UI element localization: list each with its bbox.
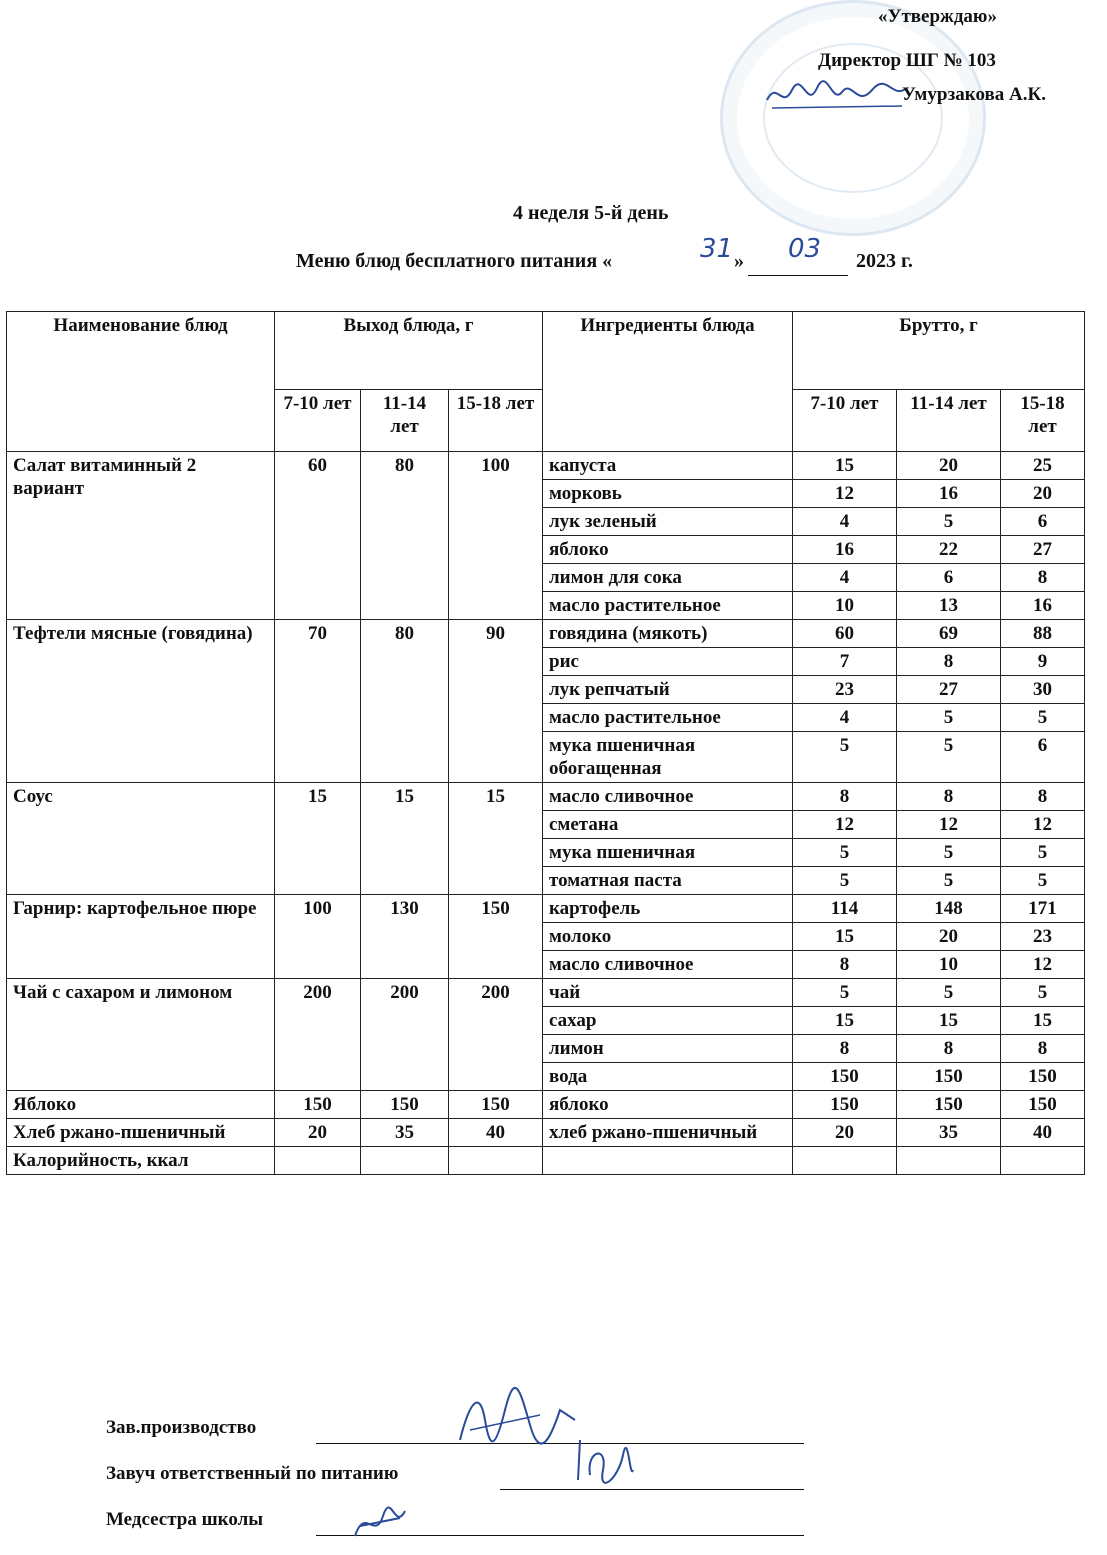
ingredient-gross: 5 — [793, 839, 897, 867]
ingredient-gross: 15 — [793, 452, 897, 480]
table-row — [7, 979, 1085, 1007]
ingredient-name: морковь — [543, 480, 793, 508]
dish-yield: 60 — [275, 452, 361, 620]
ingredient-gross: 10 — [793, 592, 897, 620]
ingredient-gross: 20 — [793, 1119, 897, 1147]
ingredient-gross: 15 — [897, 1007, 1001, 1035]
ingredient-gross: 10 — [897, 951, 1001, 979]
ingredient-name: капуста — [543, 452, 793, 480]
dish-yield: 80 — [361, 620, 449, 783]
header-gross-age-11-14: 11-14 лет — [897, 390, 1001, 452]
header-yield-age-15-18: 15-18 лет — [449, 390, 543, 452]
ingredient-name: молоко — [543, 923, 793, 951]
calories-cell — [897, 1147, 1001, 1175]
calories-cell — [275, 1147, 361, 1175]
ingredient-gross: 8 — [793, 783, 897, 811]
ingredient-gross: 5 — [897, 508, 1001, 536]
menu-month-handwritten: 03 — [788, 234, 822, 264]
dish-yield: 70 — [275, 620, 361, 783]
ingredient-gross: 150 — [1001, 1063, 1085, 1091]
ingredient-gross: 23 — [1001, 923, 1085, 951]
header-gross-age-15-18: 15-18 лет — [1001, 390, 1085, 452]
dish-name: Хлеб ржано-пшеничный — [7, 1119, 275, 1147]
ingredient-gross: 15 — [793, 1007, 897, 1035]
ingredient-name: сахар — [543, 1007, 793, 1035]
ingredient-gross: 69 — [897, 620, 1001, 648]
dish-yield: 150 — [449, 1091, 543, 1119]
dish-name: Гарнир: картофельное пюре — [7, 895, 275, 979]
ingredient-gross: 8 — [1001, 564, 1085, 592]
ingredient-gross: 13 — [897, 592, 1001, 620]
ingredient-gross: 4 — [793, 564, 897, 592]
header-dish-name: Наименование блюд — [7, 312, 275, 452]
header-yield-age-11-14: 11-14 лет — [361, 390, 449, 452]
calories-cell — [1001, 1147, 1085, 1175]
ingredient-name: масло растительное — [543, 704, 793, 732]
table-row — [7, 1091, 1085, 1119]
ingredient-gross: 40 — [1001, 1119, 1085, 1147]
ingredient-gross: 6 — [1001, 732, 1085, 783]
dish-yield: 80 — [361, 452, 449, 620]
ingredient-gross: 148 — [897, 895, 1001, 923]
ingredient-name: масло растительное — [543, 592, 793, 620]
ingredient-gross: 16 — [897, 480, 1001, 508]
calories-cell — [361, 1147, 449, 1175]
ingredient-gross: 4 — [793, 704, 897, 732]
ingredient-gross: 6 — [1001, 508, 1085, 536]
ingredient-gross: 12 — [1001, 811, 1085, 839]
menu-year: 2023 г. — [856, 250, 913, 272]
dish-yield: 15 — [361, 783, 449, 895]
dish-yield: 20 — [275, 1119, 361, 1147]
ingredient-gross: 5 — [1001, 839, 1085, 867]
ingredient-gross: 8 — [897, 783, 1001, 811]
ingredient-gross: 27 — [897, 676, 1001, 704]
dish-yield: 40 — [449, 1119, 543, 1147]
dish-yield: 150 — [275, 1091, 361, 1119]
dish-yield: 130 — [361, 895, 449, 979]
ingredient-gross: 5 — [897, 867, 1001, 895]
ingredient-gross: 5 — [793, 867, 897, 895]
ingredient-gross: 15 — [793, 923, 897, 951]
menu-title-prefix: Меню блюд бесплатного питания « — [296, 250, 613, 272]
dish-yield: 90 — [449, 620, 543, 783]
menu-day-handwritten: 31 — [700, 234, 734, 264]
ingredient-gross: 12 — [793, 480, 897, 508]
ingredient-name: масло сливочное — [543, 951, 793, 979]
ingredient-gross: 114 — [793, 895, 897, 923]
dish-yield: 15 — [449, 783, 543, 895]
dish-yield: 200 — [361, 979, 449, 1091]
ingredient-gross: 5 — [897, 839, 1001, 867]
calories-cell — [543, 1147, 793, 1175]
ingredient-name: сметана — [543, 811, 793, 839]
table-row — [7, 783, 1085, 811]
ingredient-gross: 150 — [1001, 1091, 1085, 1119]
ingredient-name: лук зеленый — [543, 508, 793, 536]
ingredient-gross: 5 — [793, 732, 897, 783]
table-row — [7, 452, 1085, 480]
director-signature — [762, 70, 912, 120]
ingredient-name: мука пшеничная — [543, 839, 793, 867]
ingredient-gross: 27 — [1001, 536, 1085, 564]
ingredient-name: масло сливочное — [543, 783, 793, 811]
ingredient-gross: 12 — [897, 811, 1001, 839]
ingredient-gross: 60 — [793, 620, 897, 648]
dish-name: Соус — [7, 783, 275, 895]
ingredient-name: лук репчатый — [543, 676, 793, 704]
ingredient-gross: 5 — [1001, 704, 1085, 732]
deputy-signature — [568, 1430, 638, 1490]
approval-heading: «Утверждаю» — [878, 6, 997, 27]
ingredient-gross: 150 — [793, 1091, 897, 1119]
ingredient-gross: 150 — [897, 1063, 1001, 1091]
week-day-title: 4 неделя 5-й день — [513, 202, 669, 224]
ingredient-name: яблоко — [543, 1091, 793, 1119]
calories-cell — [793, 1147, 897, 1175]
dish-yield: 35 — [361, 1119, 449, 1147]
ingredient-gross: 8 — [1001, 783, 1085, 811]
approval-position: Директор ШГ № 103 — [818, 50, 996, 71]
ingredient-gross: 9 — [1001, 648, 1085, 676]
calories-row — [7, 1147, 1085, 1175]
dish-name: Чай с сахаром и лимоном — [7, 979, 275, 1091]
ingredient-name: томатная паста — [543, 867, 793, 895]
signature-line-deputy — [500, 1489, 804, 1490]
ingredient-gross: 15 — [1001, 1007, 1085, 1035]
ingredient-gross: 8 — [793, 951, 897, 979]
ingredient-name: лимон для сока — [543, 564, 793, 592]
ingredient-gross: 7 — [793, 648, 897, 676]
header-ingredients: Ингредиенты блюда — [543, 312, 793, 452]
approval-signer: Умурзакова А.К. — [902, 84, 1046, 105]
ingredient-gross: 171 — [1001, 895, 1085, 923]
ingredient-gross: 4 — [793, 508, 897, 536]
header-gross-age-7-10: 7-10 лет — [793, 390, 897, 452]
table-row — [7, 1119, 1085, 1147]
ingredient-gross: 5 — [897, 704, 1001, 732]
dish-yield: 150 — [361, 1091, 449, 1119]
ingredient-name: лимон — [543, 1035, 793, 1063]
ingredient-gross: 30 — [1001, 676, 1085, 704]
ingredient-name: мука пшеничная обогащенная — [543, 732, 793, 783]
ingredient-gross: 20 — [897, 923, 1001, 951]
ingredient-name: хлеб ржано-пшеничный — [543, 1119, 793, 1147]
dish-yield: 100 — [275, 895, 361, 979]
ingredient-gross: 5 — [1001, 867, 1085, 895]
table-row — [7, 895, 1085, 923]
calories-label: Калорийность, ккал — [7, 1147, 275, 1175]
ingredient-gross: 8 — [897, 1035, 1001, 1063]
ingredient-gross: 16 — [1001, 592, 1085, 620]
ingredient-gross: 5 — [897, 732, 1001, 783]
signature-label-deputy: Завуч ответственный по питанию — [106, 1463, 399, 1484]
ingredient-gross: 6 — [897, 564, 1001, 592]
table-row — [7, 620, 1085, 648]
ingredient-name: картофель — [543, 895, 793, 923]
ingredient-gross: 5 — [897, 979, 1001, 1007]
ingredient-gross: 150 — [897, 1091, 1001, 1119]
dish-yield: 150 — [449, 895, 543, 979]
dish-yield: 15 — [275, 783, 361, 895]
ingredient-gross: 22 — [897, 536, 1001, 564]
dish-name: Тефтели мясные (говядина) — [7, 620, 275, 783]
ingredient-name: чай — [543, 979, 793, 1007]
ingredient-gross: 88 — [1001, 620, 1085, 648]
ingredient-gross: 20 — [897, 452, 1001, 480]
ingredient-gross: 5 — [1001, 979, 1085, 1007]
dish-yield: 200 — [275, 979, 361, 1091]
dish-yield: 200 — [449, 979, 543, 1091]
ingredient-gross: 16 — [793, 536, 897, 564]
ingredient-name: говядина (мякоть) — [543, 620, 793, 648]
ingredient-gross: 8 — [897, 648, 1001, 676]
ingredient-gross: 12 — [793, 811, 897, 839]
ingredient-gross: 25 — [1001, 452, 1085, 480]
ingredient-gross: 150 — [793, 1063, 897, 1091]
signature-label-production: Зав.производство — [106, 1417, 257, 1438]
ingredient-gross: 12 — [1001, 951, 1085, 979]
header-yield: Выход блюда, г — [275, 312, 543, 390]
ingredient-name: вода — [543, 1063, 793, 1091]
ingredient-gross: 5 — [793, 979, 897, 1007]
header-gross: Брутто, г — [793, 312, 1085, 390]
dish-name: Яблоко — [7, 1091, 275, 1119]
ingredient-gross: 8 — [793, 1035, 897, 1063]
ingredient-gross: 8 — [1001, 1035, 1085, 1063]
ingredient-gross: 35 — [897, 1119, 1001, 1147]
ingredient-name: яблоко — [543, 536, 793, 564]
calories-cell — [449, 1147, 543, 1175]
dish-yield: 100 — [449, 452, 543, 620]
ingredient-gross: 20 — [1001, 480, 1085, 508]
dish-name: Салат витаминный 2 вариант — [7, 452, 275, 620]
ingredient-name: рис — [543, 648, 793, 676]
header-yield-age-7-10: 7-10 лет — [275, 390, 361, 452]
nurse-signature — [345, 1496, 415, 1551]
ingredient-gross: 23 — [793, 676, 897, 704]
signature-label-nurse: Медсестра школы — [106, 1509, 264, 1530]
menu-table — [6, 311, 1085, 1175]
menu-quote-close: » — [734, 250, 744, 272]
